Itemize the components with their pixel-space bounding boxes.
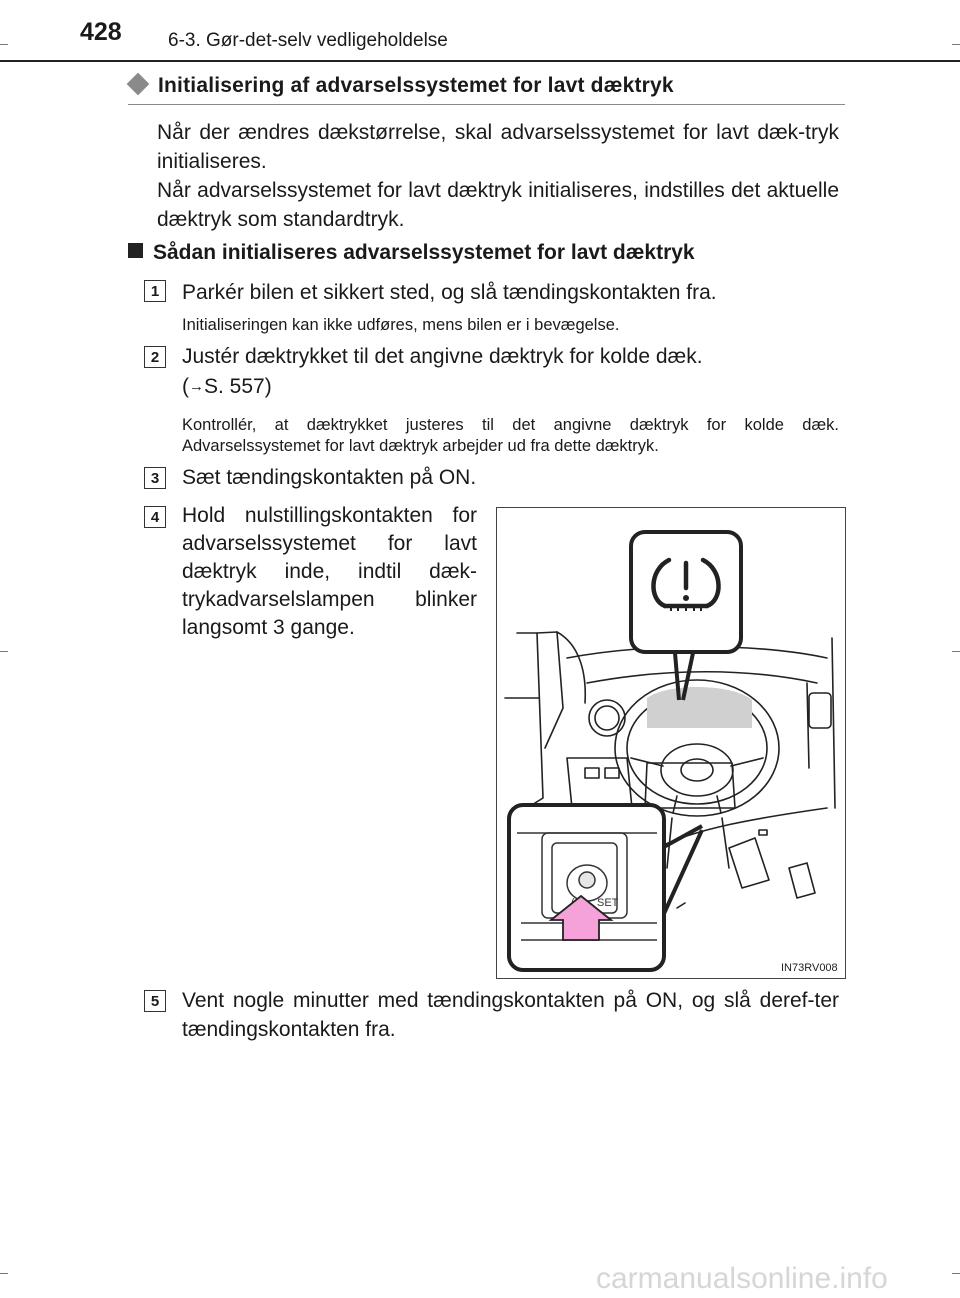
section-rule (128, 104, 845, 105)
step-number: 5 (144, 990, 166, 1012)
section-title: Initialisering af advarselssystemet for lavt dæktryk (158, 74, 674, 97)
header-rule (0, 60, 960, 62)
set-button-label: SET (597, 897, 619, 909)
crop-mark (0, 44, 8, 45)
step-text: Justér dæktrykket til det angivne dæktryk for kolde dæk. (182, 345, 703, 368)
step-note: Initialiseringen kan ikke udføres, mens bilen er i bevægelse. (182, 316, 620, 334)
crop-mark (0, 651, 8, 652)
page-number: 428 (80, 18, 122, 46)
running-head: 6-3. Gør-det-selv vedligeholdelse (168, 30, 448, 51)
step-number: 1 (144, 280, 166, 302)
procedure-heading (128, 241, 695, 265)
crop-mark (952, 44, 960, 45)
crop-mark (952, 1273, 960, 1274)
arrow-right-icon: → (189, 378, 204, 395)
diamond-bullet-icon (127, 73, 150, 96)
figure-reset-switch (496, 507, 846, 979)
step-number: 3 (144, 467, 166, 489)
crop-mark (952, 651, 960, 652)
square-bullet-icon (128, 243, 143, 258)
intro-paragraph-1: Når der ændres dækstørrelse, skal advarselssystemet for lavt dæk-tryk initialiseres. (157, 121, 839, 173)
page-reference: (→S. 557) (182, 375, 272, 398)
step-note: Kontrollér, at dæktrykket justeres til det angivne dæktryk for kolde dæk. Advarselssystemet for lavt dæktryk arbejder ud fra dette dæktryk. (182, 416, 839, 455)
page-reference-text: S. 557 (204, 375, 265, 398)
step-text: Sæt tændingskontakten på ON. (182, 466, 477, 489)
figure-code: IN73RV008 (781, 962, 838, 974)
crop-mark (0, 1273, 8, 1274)
procedure-title: Sådan initialiseres advarselssystemet for lavt dæktryk (153, 241, 695, 264)
step-number: 2 (144, 346, 166, 368)
dashboard-illustration (497, 508, 846, 979)
step-text: Hold nulstillingskontakten for advarselssystemet for lavt dæktryk inde, indtil dæk-trykadvarselslampen blinker langsomt 3 gange. (182, 504, 477, 639)
step-text: Vent nogle minutter med tændingskontakten på ON, og slå deref-ter tændingskontakten fra. (182, 989, 839, 1041)
step-number: 4 (144, 506, 166, 528)
step-text: Parkér bilen et sikkert sted, og slå tændingskontakten fra. (182, 281, 717, 304)
watermark: carmanualsonline.info (596, 1262, 888, 1295)
intro-paragraph-2: Når advarselssystemet for lavt dæktryk initialiseres, indstilles det aktuelle dæktryk som standardtryk. (157, 179, 839, 231)
